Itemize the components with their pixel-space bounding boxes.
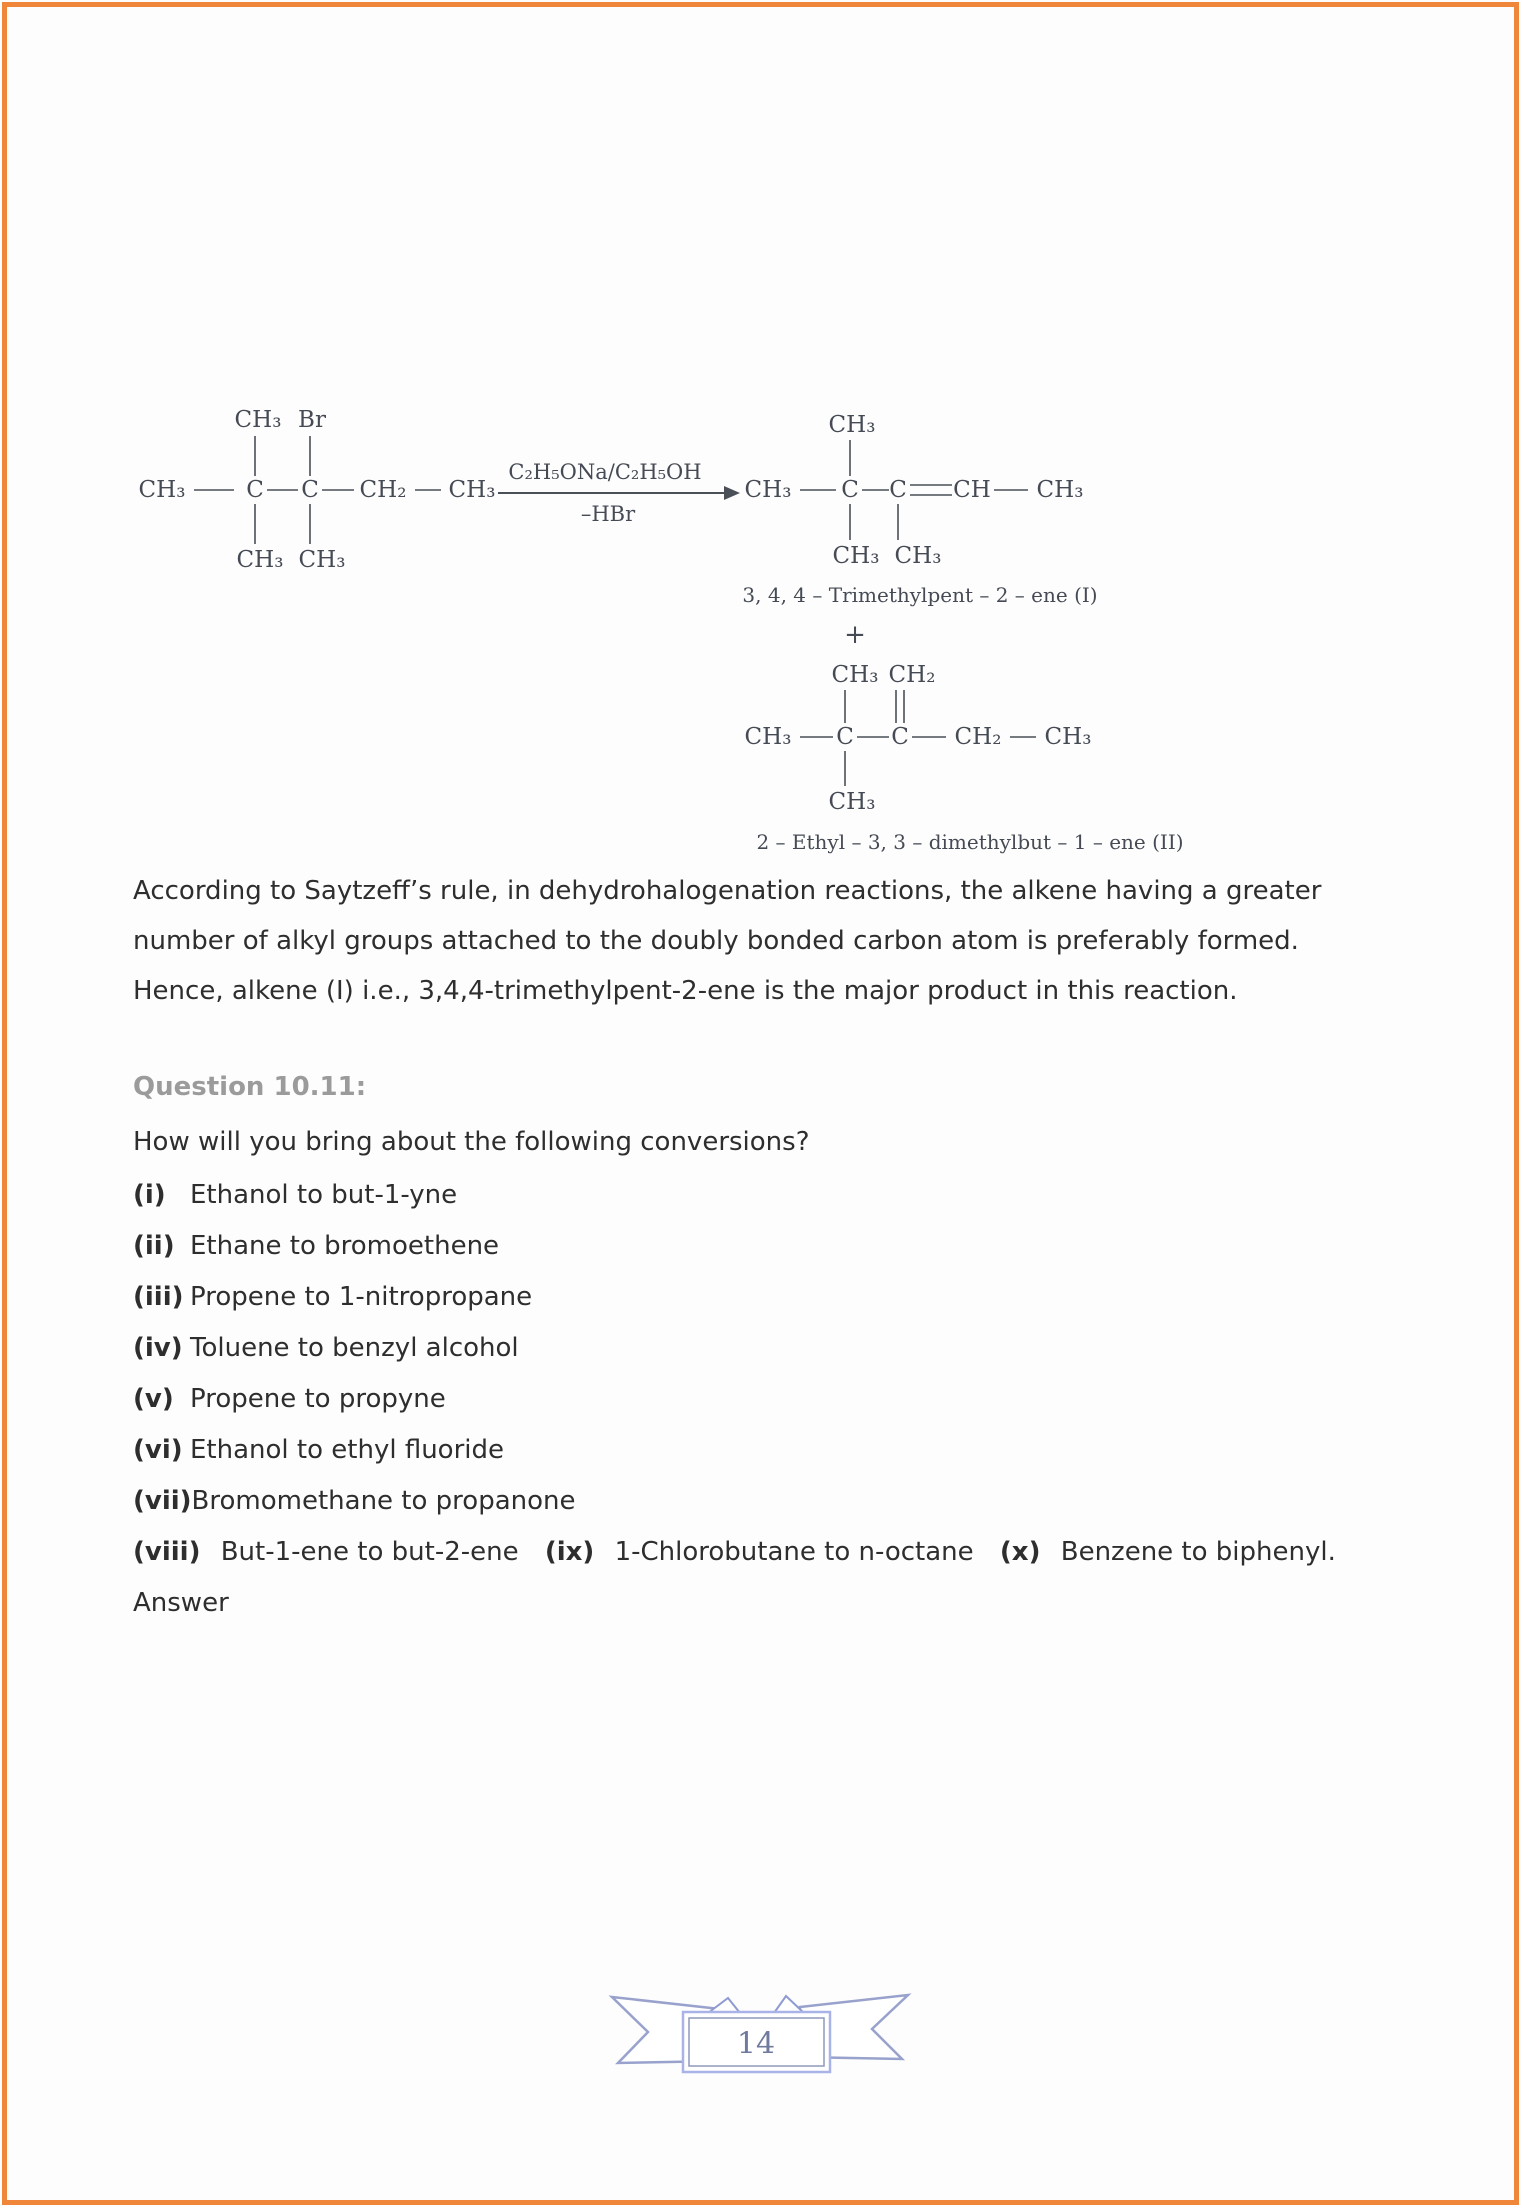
product2-bottom-methyl: CH₃ — [828, 789, 876, 815]
product2-top-methylene: CH₂ — [888, 662, 936, 688]
question-intro: How will you bring about the following conversions? — [133, 1127, 810, 1157]
product1-top-methyl: CH₃ — [828, 412, 876, 438]
item-text: Propene to 1-nitropropane — [190, 1282, 533, 1312]
product2-name-label: 2 – Ethyl – 3, 3 – dimethylbut – 1 – ene (II) — [756, 830, 1184, 854]
chain-atom: CH — [953, 477, 991, 503]
reactant-top-methyl: CH₃ — [234, 407, 282, 433]
chain-atom: CH₃ — [1044, 724, 1092, 750]
product1-bottom-methyl: CH₃ — [894, 543, 942, 569]
reactant-structure — [139, 407, 496, 573]
chain-atom: CH₃ — [138, 477, 186, 503]
product1-bottom-methyl: CH₃ — [832, 543, 880, 569]
explanation-paragraph — [133, 866, 1321, 1016]
chain-atom: C — [891, 724, 909, 750]
item-numeral: (iii) — [133, 1282, 184, 1312]
item-text: 1-Chlorobutane to n-octane — [614, 1537, 974, 1567]
answer-label: Answer — [133, 1588, 229, 1618]
item-text: Ethane to bromoethene — [190, 1231, 500, 1261]
list-item-combined — [133, 1527, 1336, 1578]
item-text: Benzene to biphenyl. — [1060, 1537, 1336, 1567]
item-text: But-1-ene to but-2-ene — [220, 1537, 519, 1567]
list-item — [133, 1323, 1336, 1374]
item-numeral: (vii) — [133, 1486, 192, 1516]
item-numeral: (vi) — [133, 1435, 183, 1465]
item-numeral: (x) — [999, 1537, 1041, 1567]
chain-atom: CH₂ — [954, 724, 1002, 750]
chain-atom: C — [246, 477, 264, 503]
list-item — [133, 1425, 1336, 1476]
chain-atom: CH₃ — [1036, 477, 1084, 503]
item-numeral: (ix) — [544, 1537, 595, 1567]
chain-atom: CH₃ — [744, 477, 792, 503]
reaction-arrow — [498, 460, 740, 526]
item-text: Ethanol to but-1-yne — [190, 1180, 458, 1210]
plus-sign: + — [844, 620, 866, 650]
chain-atom: C — [841, 477, 859, 503]
arrow-head — [724, 486, 740, 500]
reagent-above-arrow: C₂H₅ONa/C₂H₅OH — [508, 460, 702, 484]
list-item — [133, 1170, 1336, 1221]
page-border — [2, 2, 1519, 2205]
chain-atom: CH₃ — [744, 724, 792, 750]
paragraph-line: Hence, alkene (I) i.e., 3,4,4-trimethylpent-2-ene is the major product in this reaction. — [133, 976, 1238, 1006]
product1-name-label: 3, 4, 4 – Trimethylpent – 2 – ene (I) — [742, 583, 1098, 607]
item-text: Propene to propyne — [190, 1384, 446, 1414]
item-text: Toluene to benzyl alcohol — [190, 1333, 519, 1363]
chain-atom: C — [301, 477, 319, 503]
item-text: Bromomethane to propanone — [191, 1486, 576, 1516]
list-item — [133, 1272, 1336, 1323]
conversion-list — [133, 1170, 1336, 1629]
page-number-ribbon — [600, 1985, 920, 2095]
chain-atom: C — [836, 724, 854, 750]
item-numeral: (i) — [133, 1180, 166, 1210]
byproduct-below-arrow: –HBr — [580, 502, 636, 526]
chain-atom: CH₂ — [359, 477, 407, 503]
chain-atom: C — [889, 477, 907, 503]
product2-top-methyl: CH₃ — [831, 662, 879, 688]
reactant-bottom-methyl: CH₃ — [236, 547, 284, 573]
product2-structure — [745, 662, 1184, 854]
paragraph-line: According to Saytzeff’s rule, in dehydrohalogenation reactions, the alkene having a greater — [133, 876, 1322, 906]
product1-structure — [742, 412, 1097, 607]
item-text: Ethanol to ethyl fluoride — [190, 1435, 504, 1465]
list-item — [133, 1374, 1336, 1425]
reactant-bottom-methyl: CH₃ — [298, 547, 346, 573]
list-item — [133, 1476, 1336, 1527]
chain-atom: CH₃ — [448, 477, 496, 503]
ribbon-right-fold — [774, 1996, 804, 2013]
paragraph-line: number of alkyl groups attached to the doubly bonded carbon atom is preferably formed. — [133, 926, 1299, 956]
item-numeral: (iv) — [133, 1333, 183, 1363]
item-numeral: (ii) — [133, 1231, 175, 1261]
item-numeral: (v) — [133, 1384, 174, 1414]
question-heading: Question 10.11: — [133, 1072, 367, 1102]
list-item — [133, 1221, 1336, 1272]
reaction-scheme-figure — [100, 390, 1220, 870]
page-number: 14 — [736, 2026, 776, 2062]
item-numeral: (viii) — [133, 1537, 201, 1567]
reactant-bromine: Br — [298, 407, 326, 433]
